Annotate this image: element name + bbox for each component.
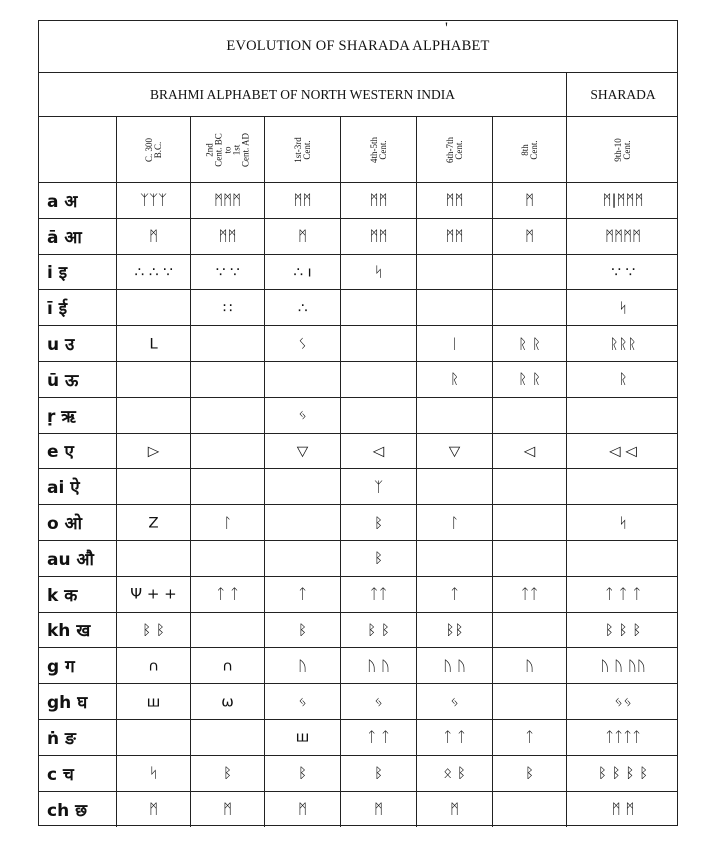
glyph-cell	[417, 326, 493, 361]
letter-row	[39, 326, 677, 362]
script-glyph: ∵ ∵	[611, 263, 635, 281]
glyph-cell	[417, 648, 493, 683]
glyph-cell	[567, 720, 679, 755]
glyph-cell	[493, 326, 567, 361]
glyph-cell	[191, 255, 265, 290]
script-glyph: ᛏ ᛏ ᛏ	[604, 585, 642, 603]
glyph-cell	[567, 398, 679, 433]
script-glyph: ᚢ ᚢ	[443, 657, 466, 675]
script-glyph: ᚱ	[618, 371, 628, 388]
glyph-cell	[191, 792, 265, 828]
letter-label: c च	[39, 756, 117, 791]
glyph-cell	[493, 362, 567, 397]
glyph-cell	[417, 756, 493, 791]
glyph-cell	[265, 434, 341, 469]
glyph-cell	[191, 541, 265, 576]
script-glyph: ᛃ	[297, 693, 307, 710]
script-glyph: ᛏᛏ	[520, 585, 539, 603]
stray-mark: '	[445, 20, 448, 37]
glyph-cell	[341, 541, 417, 576]
glyph-cell	[493, 183, 567, 218]
script-glyph: ᛗ	[148, 227, 158, 245]
glyph-cell	[265, 362, 341, 397]
glyph-cell	[265, 183, 341, 218]
period-label: 6th-7th Cent.	[444, 137, 464, 163]
script-glyph: ∴ ı	[293, 263, 312, 281]
glyph-cell	[341, 469, 417, 504]
script-glyph: ᛗᛗ	[369, 192, 388, 209]
script-glyph: ᛗ	[524, 227, 534, 245]
glyph-cell	[417, 219, 493, 254]
glyph-cell	[567, 577, 679, 612]
glyph-cell	[117, 720, 191, 755]
letter-label: ā आ	[39, 219, 117, 254]
glyph-cell	[567, 469, 679, 504]
glyph-cell	[341, 577, 417, 612]
glyph-cell	[191, 219, 265, 254]
period-label: 4th-5th Cent.	[368, 137, 388, 163]
glyph-cell	[493, 756, 567, 791]
script-glyph: ᛗ ᛗ	[611, 801, 635, 818]
period-label: 1st-3rd Cent.	[292, 137, 312, 163]
script-glyph: ᛗᛗ	[445, 227, 464, 245]
glyph-cell	[265, 613, 341, 648]
glyph-cell	[493, 398, 567, 433]
glyph-cell	[493, 684, 567, 719]
glyph-cell	[117, 505, 191, 540]
glyph-cell	[417, 290, 493, 325]
letter-row	[39, 541, 677, 577]
script-glyph: ᛗᛗᛗᛗ	[604, 227, 641, 245]
script-glyph: ᚱᚱᚱ	[609, 335, 637, 352]
script-glyph: ᚱ ᚱ	[518, 371, 541, 388]
letter-label: ī ई	[39, 290, 117, 325]
glyph-cell	[341, 255, 417, 290]
script-glyph: ▽	[296, 442, 309, 460]
glyph-cell	[117, 684, 191, 719]
letter-row	[39, 469, 677, 505]
glyph-cell	[265, 469, 341, 504]
glyph-cell	[191, 183, 265, 218]
script-glyph: ᛏ	[524, 729, 534, 746]
glyph-cell	[493, 469, 567, 504]
script-glyph: ᛒ ᛒ ᛒ	[604, 621, 642, 639]
glyph-cell	[493, 648, 567, 683]
letter-label: e ए	[39, 434, 117, 469]
glyph-cell	[341, 362, 417, 397]
glyph-cell	[265, 756, 341, 791]
script-glyph: ∴ ∴ ∵	[134, 263, 173, 281]
script-glyph: ᛁ	[449, 335, 459, 352]
glyph-cell	[191, 720, 265, 755]
glyph-cell	[567, 219, 679, 254]
section-header-row	[39, 73, 677, 117]
script-glyph: ᛒᛒ	[445, 621, 464, 639]
script-glyph: ◁	[372, 442, 385, 460]
glyph-cell	[567, 792, 679, 828]
letter-label: g ग	[39, 648, 117, 683]
script-glyph: ∵ ∵	[215, 263, 240, 281]
letter-row	[39, 219, 677, 255]
period-header-2	[191, 117, 265, 183]
chart-title-row	[39, 21, 677, 73]
glyph-cell	[265, 326, 341, 361]
script-glyph: ᛏᛏ	[369, 585, 388, 603]
glyph-cell	[417, 398, 493, 433]
glyph-cell	[265, 398, 341, 433]
glyph-cell	[493, 577, 567, 612]
script-glyph: ᛏ	[297, 585, 307, 603]
glyph-cell	[265, 684, 341, 719]
period-header-4	[341, 117, 417, 183]
script-glyph: ᛒ	[373, 550, 383, 567]
script-glyph: ∩	[148, 657, 159, 675]
script-glyph: ᛏ ᛏ	[367, 729, 390, 746]
glyph-cell	[567, 290, 679, 325]
glyph-cell	[117, 434, 191, 469]
script-glyph: ᛃᛃ	[613, 693, 632, 710]
script-glyph: ᛗᛗᛗ	[213, 192, 241, 209]
letter-row	[39, 756, 677, 792]
script-glyph: ◁ ◁	[609, 442, 637, 460]
script-glyph: ᛗ|ᛗᛗᛗ	[602, 192, 644, 209]
glyph-cell	[417, 720, 493, 755]
glyph-cell	[191, 326, 265, 361]
script-glyph: ᛗ	[297, 801, 307, 818]
script-glyph: ᚢ	[297, 657, 307, 675]
script-glyph: ᛗᛗ	[445, 192, 464, 209]
glyph-cell	[265, 648, 341, 683]
glyph-cell	[341, 219, 417, 254]
glyph-cell	[341, 290, 417, 325]
glyph-cell	[191, 469, 265, 504]
script-glyph: ᛒ ᛒ	[367, 621, 390, 639]
glyph-cell	[341, 183, 417, 218]
period-label: 9th-10 Cent.	[613, 138, 632, 162]
script-glyph: ᛗ	[449, 801, 459, 818]
script-glyph: ᚢ ᚢ ᚢᚢ	[600, 657, 646, 675]
glyph-cell	[191, 398, 265, 433]
glyph-cell	[191, 684, 265, 719]
glyph-cell	[117, 648, 191, 683]
letter-label: k क	[39, 577, 117, 612]
script-glyph: ᛒ	[373, 764, 383, 782]
glyph-cell	[567, 505, 679, 540]
script-glyph: ᚱ	[449, 371, 459, 388]
script-glyph: ш	[146, 693, 161, 710]
glyph-cell	[341, 434, 417, 469]
chart-title: EVOLUTION OF SHARADA ALPHABET	[226, 38, 490, 54]
letter-label: ṅ ङ	[39, 720, 117, 755]
letter-row	[39, 255, 677, 291]
letter-label: a अ	[39, 183, 117, 218]
glyph-cell	[417, 577, 493, 612]
script-glyph: ᛗ	[222, 801, 232, 818]
script-glyph: Ψ + +	[130, 585, 177, 603]
glyph-cell	[265, 219, 341, 254]
letter-label: ū ऊ	[39, 362, 117, 397]
glyph-cell	[341, 720, 417, 755]
script-glyph: ᛗ	[148, 801, 158, 818]
letter-row	[39, 720, 677, 756]
glyph-cell	[341, 326, 417, 361]
script-glyph: ᛒ	[373, 514, 383, 531]
letter-label: ch छ	[39, 792, 117, 828]
script-glyph: ᛉᛉᛉ	[139, 192, 167, 209]
glyph-cell	[567, 613, 679, 648]
script-glyph: ш	[295, 729, 310, 746]
glyph-cell	[567, 183, 679, 218]
glyph-cell	[191, 577, 265, 612]
script-glyph: ᚢ	[524, 657, 534, 675]
glyph-cell	[567, 362, 679, 397]
script-glyph: Z	[148, 514, 159, 531]
letter-label: u उ	[39, 326, 117, 361]
script-glyph: ᛒ	[222, 764, 232, 782]
letter-label: ai ऐ	[39, 469, 117, 504]
script-glyph: ᛒ ᛒ	[142, 621, 165, 639]
glyph-cell	[117, 362, 191, 397]
letter-row	[39, 183, 677, 219]
glyph-cell	[117, 469, 191, 504]
script-glyph: ᛋ	[148, 764, 158, 782]
period-header-row	[39, 117, 677, 183]
period-label: C. 300 B.C.	[143, 137, 163, 163]
glyph-cell	[493, 541, 567, 576]
glyph-cell	[493, 613, 567, 648]
script-glyph: ᛗᛗ	[293, 192, 312, 209]
script-glyph: L	[149, 335, 158, 352]
glyph-cell	[417, 469, 493, 504]
script-glyph: ᛒ	[524, 764, 534, 782]
glyph-cell	[117, 577, 191, 612]
letter-label: i इ	[39, 255, 117, 290]
period-header-3	[265, 117, 341, 183]
glyph-cell	[417, 183, 493, 218]
glyph-cell	[117, 541, 191, 576]
glyph-cell	[117, 290, 191, 325]
script-glyph: ᛗ	[373, 801, 383, 818]
script-glyph: ᛏᛏᛏᛏ	[604, 729, 641, 746]
letter-row	[39, 684, 677, 720]
script-glyph: ᛋ	[618, 299, 628, 317]
period-label: 2nd Cent. BC to 1st Cent. AD	[204, 132, 250, 168]
glyph-cell	[417, 434, 493, 469]
glyph-cell	[567, 255, 679, 290]
period-label: 8th Cent.	[519, 140, 539, 160]
glyph-cell	[191, 505, 265, 540]
glyph-cell	[493, 219, 567, 254]
letter-label: ṛ ऋ	[39, 398, 117, 433]
script-glyph: ᛗ	[297, 227, 307, 245]
glyph-cell	[493, 255, 567, 290]
script-glyph: ᛊ	[297, 335, 307, 352]
script-glyph: ᛒ	[297, 621, 307, 639]
glyph-cell	[191, 434, 265, 469]
glyph-cell	[117, 613, 191, 648]
glyph-cell	[191, 613, 265, 648]
glyph-cell	[567, 326, 679, 361]
letter-row	[39, 792, 677, 828]
glyph-cell	[567, 684, 679, 719]
letter-row	[39, 613, 677, 649]
period-header-6	[493, 117, 567, 183]
script-glyph: ᛉ	[373, 478, 383, 496]
glyph-cell	[265, 577, 341, 612]
glyph-cell	[191, 290, 265, 325]
script-glyph: ᛚ	[222, 514, 232, 531]
glyph-cell	[191, 362, 265, 397]
letter-label: kh ख	[39, 613, 117, 648]
script-glyph: ∷	[222, 299, 233, 317]
glyph-cell	[493, 720, 567, 755]
glyph-cell	[265, 255, 341, 290]
script-glyph: ᛏ ᛏ	[443, 729, 466, 746]
glyph-cell	[417, 255, 493, 290]
script-glyph: ᛟ ᛒ	[443, 764, 466, 782]
glyph-cell	[341, 648, 417, 683]
glyph-cell	[265, 290, 341, 325]
glyph-cell	[493, 792, 567, 828]
letter-row	[39, 648, 677, 684]
script-glyph: ᛋ	[373, 263, 383, 281]
letter-row	[39, 398, 677, 434]
glyph-cell	[265, 720, 341, 755]
glyph-cell	[341, 756, 417, 791]
period-header-1	[117, 117, 191, 183]
glyph-cell	[341, 505, 417, 540]
glyph-cell	[117, 183, 191, 218]
script-glyph: ▽	[448, 442, 461, 460]
script-glyph: ᛏ	[449, 585, 459, 603]
alphabet-chart	[38, 20, 678, 826]
script-glyph: ᛚ	[449, 514, 459, 531]
glyph-cell	[191, 756, 265, 791]
script-glyph: ∴	[297, 299, 308, 317]
glyph-cell	[493, 505, 567, 540]
glyph-cell	[191, 648, 265, 683]
script-glyph: ᛃ	[297, 406, 307, 424]
glyph-cell	[567, 756, 679, 791]
glyph-cell	[265, 505, 341, 540]
script-glyph: ᛏ ᛏ	[216, 585, 239, 603]
script-glyph: ω	[221, 693, 234, 710]
glyph-cell	[417, 505, 493, 540]
script-glyph: ◁	[523, 442, 536, 460]
glyph-cell	[567, 541, 679, 576]
script-glyph: ᛗᛗ	[218, 227, 237, 245]
letter-row	[39, 362, 677, 398]
period-header-blank	[39, 117, 117, 183]
letter-label: o ओ	[39, 505, 117, 540]
glyph-cell	[417, 541, 493, 576]
glyph-cell	[117, 398, 191, 433]
glyph-cell	[117, 219, 191, 254]
script-glyph: ᛋ	[618, 514, 628, 531]
letter-label: gh घ	[39, 684, 117, 719]
period-header-7	[567, 117, 679, 183]
script-glyph: ᚢ ᚢ	[367, 657, 390, 675]
glyph-cell	[417, 684, 493, 719]
glyph-cell	[417, 362, 493, 397]
sharada-section-header: SHARADA	[590, 86, 656, 102]
letter-row	[39, 505, 677, 541]
glyph-cell	[265, 541, 341, 576]
glyph-cell	[341, 684, 417, 719]
glyph-cell	[341, 613, 417, 648]
script-glyph: ∩	[222, 657, 233, 675]
glyph-cell	[493, 290, 567, 325]
glyph-cell	[117, 326, 191, 361]
script-glyph: ᛗᛗ	[369, 227, 388, 245]
script-glyph: ᛃ	[373, 693, 383, 710]
glyph-cell	[265, 792, 341, 828]
glyph-cell	[567, 648, 679, 683]
glyph-cell	[417, 613, 493, 648]
script-glyph: ᛃ	[449, 693, 459, 710]
glyph-cell	[417, 792, 493, 828]
letter-label: au औ	[39, 541, 117, 576]
glyph-cell	[567, 434, 679, 469]
letter-row	[39, 434, 677, 470]
glyph-cell	[117, 756, 191, 791]
glyph-cell	[117, 792, 191, 828]
glyph-cell	[341, 792, 417, 828]
glyph-cell	[493, 434, 567, 469]
script-glyph: ▷	[147, 442, 160, 460]
brahmi-section-header: BRAHMI ALPHABET OF NORTH WESTERN INDIA	[39, 73, 567, 116]
letter-row	[39, 577, 677, 613]
script-glyph: ᛒ ᛒ ᛒ ᛒ	[597, 764, 649, 782]
glyph-cell	[341, 398, 417, 433]
script-glyph: ᛗ	[524, 192, 534, 209]
letter-row	[39, 290, 677, 326]
script-glyph: ᚱ ᚱ	[518, 335, 541, 352]
script-glyph: ᛒ	[297, 764, 307, 782]
period-header-5	[417, 117, 493, 183]
glyph-cell	[117, 255, 191, 290]
